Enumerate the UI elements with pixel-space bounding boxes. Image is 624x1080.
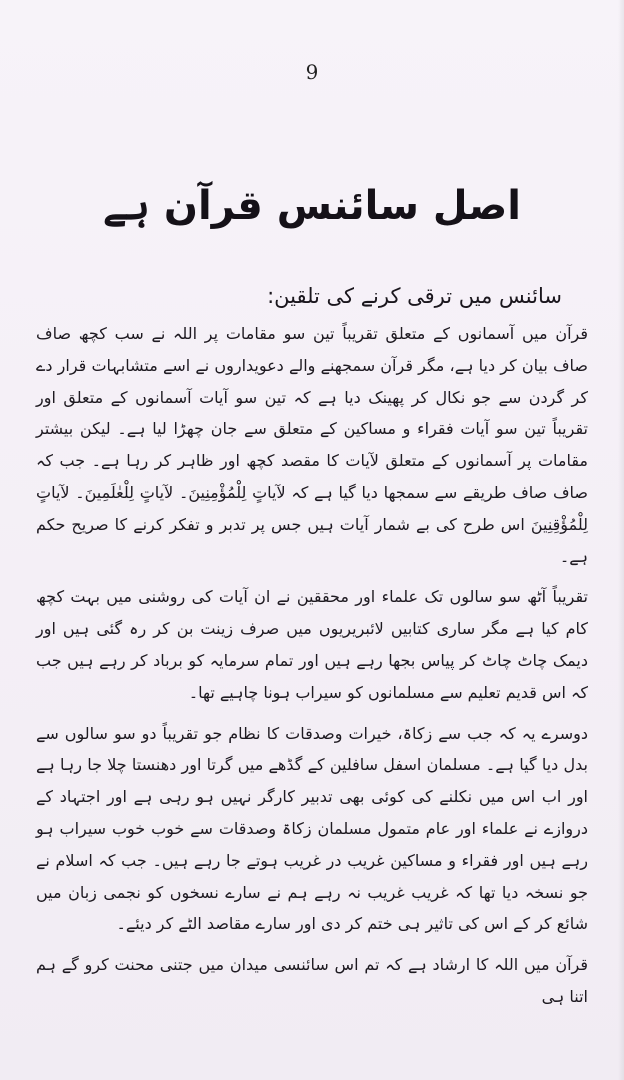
paragraph-2: تقریباً آٹھ سو سالوں تک علماء اور محققین نے ان آیات کی روشنی میں بہت کچھ کام کیا ہے مگر ساری کتابیں لائبریریوں میں صرف زینت بن کر رہ گئی ہیں اور دیمک چاٹ چاٹ کر پیاس بجھا رہے ہیں اور تمام سرمایہ کو برباد کر رہے ہیں جب کہ اس قدیم تعلیم سے مسلمانوں کو سیراب ہونا چاہیے تھا۔ [36,587,588,702]
chapter-title: اصل سائنس قرآن ہے [103,183,521,229]
section-subheading: سائنس میں ترقی کرنے کی تلقین: [267,284,562,308]
paragraph-1: قرآن میں آسمانوں کے متعلق تقریباً تین سو مقامات پر اللہ نے سب کچھ صاف صاف بیان کر دیا ہے، مگر قرآن سمجھنے والے دعویداروں نے اسے متشابہات قرار دے کر گردن سے جو نکال کر پھینک دیا ہے کہ تین سو آیات آسمانوں کے متعلق اور تقریباً تین سو آیات فقراء و مساکین کے متعلق سے جان چھڑا لیا ہے۔ لیکن بیشتر مقامات پر آسمانوں کے متعلق لآیات کا مقصد کچھ اور ظاہر کر رہا ہے۔ جب کہ صاف صاف طریقے سے سمجھا دیا گیا ہے کہ لآیاتٍ لِلْمُؤْمِنِینَ۔ لآیاتٍ لِلْعٰلَمِینَ۔ لآیاتٍ لِلْمُؤْقِنِینَ اس طرح کی بے شمار آیات ہیں جس پر تدبر و تفکر کرنے کا صریح حکم ہے۔ [36,324,588,566]
paragraph-3: دوسرے یہ کہ جب سے زکاۃ، خیرات وصدقات کا نظام جو تقریباً دو سو سالوں سے بدل دیا گیا ہے۔ مسلمان اسفل سافلین کے گڈھے میں گرتا اور دھنستا چلا جا رہا ہے اور اب اس میں نکلنے کی کوئی بھی تدبیر کارگر نہیں ہو رہی ہے اور اجتہاد کے دروازے نے علماء اور عام متمول مسلمان زکاۃ وصدقات سے خوب خوب سیراب ہو رہے ہیں اور فقراء و مساکین غریب در غریب ہوتے جا رہے ہیں۔ جب کہ اسلام نے جو نسخہ دیا تھا کہ غریب غریب نہ رہے ہم نے سارے نسخوں کو نجمی زبان میں شائع کر کے اس کی تاثیر ہی ختم کر دی اور سارے مقاصد الٹے کر دیئے۔ [36,723,588,934]
page-edge-shadow [618,0,624,1080]
paragraph-4: قرآن میں اللہ کا ارشاد ہے کہ تم اس سائنسی میدان میں جتنی محنت کرو گے ہم اتنا ہی [36,955,588,1006]
body-text [36,318,588,1013]
page-number: 9 [305,60,319,84]
